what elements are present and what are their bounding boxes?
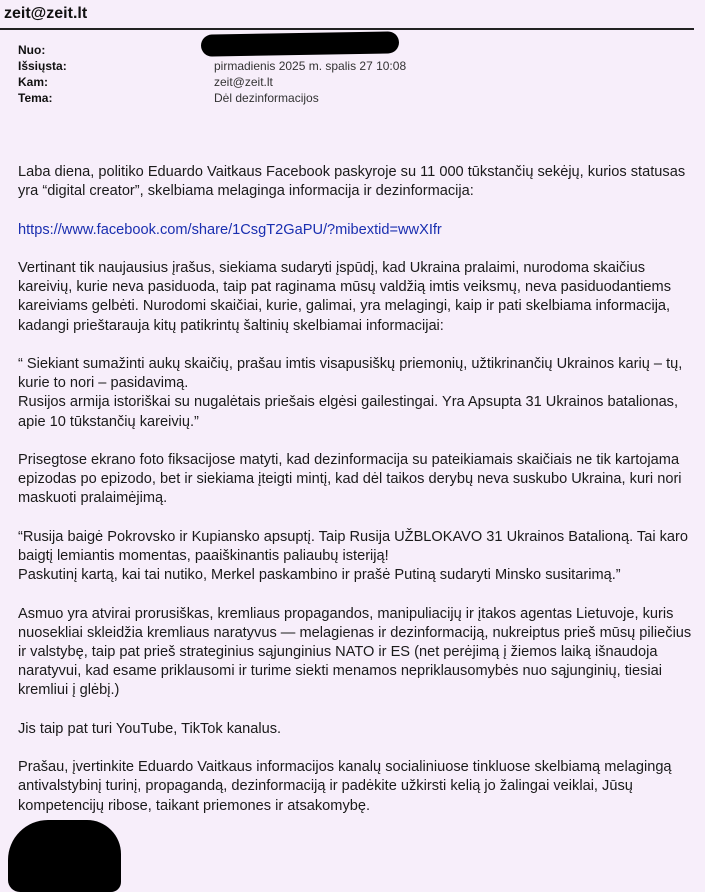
quote-1-line-a: “ Siekiant sumažinti aukų skaičių, prašau imtis visapusiškų priemonių, užtikrinančių Ukrainos karių – tų, kurie to nori – pasidavimą. (18, 355, 683, 392)
sender-redaction (201, 31, 399, 56)
account-title: zeit@zeit.lt (4, 5, 88, 22)
subject-row (18, 90, 406, 106)
body-paragraph-agent: Asmuo yra atvirai prorusiškas, kremliaus propagandos, manipuliacijų ir įtakos agentas Lietuvoje, kuris nuosekliai skleidžia kremliaus naratyvus — melagienas ir dezinformaciją, nukreiptus prieš mūsų piliečius ir valstybę, taip pat prieš strateginius sąjunginius NATO ir ES (net perėjimą į žiemos laiką išnaudoja naratyvui, kad esame priklausomi ir turime siekti menamos nepriklausomybės nuo sąjunginių, tiesiai kremliui į glėbį.) (18, 605, 692, 699)
quote-2-line-b: Paskutinį kartą, kai tai nutiko, Merkel paskambino ir prašė Putiną sudaryti Minsko susitarimą.” (18, 567, 621, 584)
subject-value: Dėl dezinformacijos (214, 91, 319, 105)
signature-redaction (8, 820, 121, 892)
email-body (18, 163, 702, 835)
facebook-link[interactable]: https://www.facebook.com/share/1CsgT2GaPU/?mibextid=wwXIfr (18, 221, 442, 238)
quote-1-line-b: Rusijos armija istoriškai su nugalėtais priešais elgėsi gailestingai. Yra Apsupta 31 Ukrainos batalionas, apie 10 tūkstančių kareivių.” (18, 394, 679, 430)
subject-label: Tema: (18, 91, 53, 105)
quote-block-2 (18, 528, 702, 586)
body-paragraph-request: Prašau, įvertinkite Eduardo Vaitkaus informacijos kanalų socialiniuose tinkluose skelbiamą melagingą antivalstybinį turinį, propagandą, dezinformaciją ir padėkite užkirsti kelią jo žalingai veiklai, Jūsų kompetencijų ribose, taikant priemones ir atsakomybę. (18, 759, 672, 814)
body-paragraph-channels: Jis taip pat turi YouTube, TikTok kanalus. (18, 720, 282, 737)
sent-row (18, 58, 406, 74)
body-paragraph-analysis: Vertinant tik naujausius įrašus, siekiama sudaryti įspūdį, kad Ukraina pralaimi, nurodoma skaičius kareivių, kurie neva pasiduoda, taip pat raginama mūsų valdžią imtis veiksmų, neva pasiduodantiems kareiviams gelbėti. Nurodomi skaičiai, kurie, galimai, yra melagingi, kaip ir pati skelbiama informacija, kadangi prieštarauja kitų patikrintų šaltinių skelbiamai informacijai: (18, 259, 672, 334)
sent-value: pirmadienis 2025 m. spalis 27 10:08 (214, 59, 407, 73)
body-paragraph-screenshots: Prisegtose ekrano foto fiksacijose matyti, kad dezinformacija su pateikiamais skaičiais ne tik kartojama epizodas po epizodo, bet ir siekiama įteigti mintį, kad dėl taikos derybų neva suskubo Ukraina, kuri nori maskuoti pralaimėjimą. (18, 451, 682, 507)
to-row (18, 74, 406, 90)
quote-block-1 (18, 355, 702, 432)
sent-label: Išsiųsta: (18, 59, 67, 73)
from-label: Nuo: (18, 43, 46, 57)
to-label: Kam: (18, 75, 49, 89)
header-divider (0, 28, 694, 30)
body-paragraph-intro: Laba diena, politiko Eduardo Vaitkaus Facebook paskyroje su 11 000 tūkstančių sekėjų, kurios statusas yra “digital creator”, skelbiama melaginga informacija ir dezinformacija: (18, 164, 686, 200)
to-value: zeit@zeit.lt (214, 75, 273, 89)
quote-2-line-a: “Rusija baigė Pokrovsko ir Kupiansko apsuptį. Taip Rusija UŽBLOKAVO 31 Ukrainos Batalioną. Tai karo baigtį lemiantis momentas, paaiškinantis paliaubų isteriją! (18, 528, 689, 564)
